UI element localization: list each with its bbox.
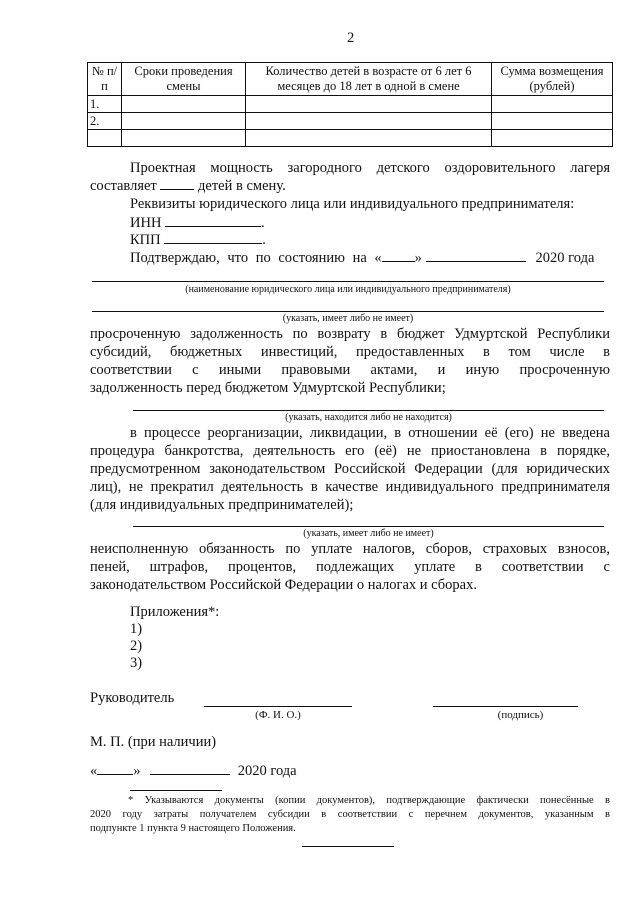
has-arrears-caption: (указать, имеет либо не имеет) <box>303 528 434 539</box>
entity-name-line <box>92 281 604 282</box>
table-header: Количество детей в возрасте от 6 лет 6 месяцев до 18 лет в одной в смене <box>246 63 492 96</box>
table-cell <box>246 96 492 113</box>
p2-line-1: в процессе реорганизации, ликвидации, в отношении её (его) не введена <box>130 425 610 441</box>
date-day-field <box>97 762 133 775</box>
confirm-text: Подтверждаю, что по состоянию на « <box>130 250 382 266</box>
p2-line-3: предусмотренном законодательством Российской Федерации (для юридических <box>90 461 610 477</box>
table-cell <box>246 130 492 147</box>
p3-line-3: законодательством Российской Федерации о налогах и сборах. <box>90 577 477 593</box>
date-open-quote: « <box>90 763 98 779</box>
attachment-item-2: 2) <box>130 638 143 654</box>
footnote-line-1: * Указываются документы (копии документов), подтверждающие фактически понесённые в <box>128 795 610 806</box>
entity-name-caption: (наименование юридического лица или индивидуального предпринимателя) <box>185 284 511 295</box>
confirm-quote: » <box>414 250 422 266</box>
p2-line-2: процедура банкротства, деятельность его (её) не приостановлена в порядке, <box>90 443 610 459</box>
kpp-row <box>130 231 266 249</box>
kpp-label: КПП <box>130 232 161 248</box>
bottom-separator <box>302 846 394 847</box>
confirm-month-field <box>426 249 526 262</box>
table-cell <box>246 113 492 130</box>
table-cell <box>492 113 613 130</box>
table-header: Сумма возмещения (рублей) <box>492 63 613 96</box>
fio-line <box>204 706 352 707</box>
attachment-item-1: 1) <box>130 621 143 637</box>
inn-row <box>130 214 265 232</box>
p3-line-2: пеней, штрафов, процентов, подлежащих уплате в соответствии с <box>90 559 610 575</box>
table-row <box>88 96 613 113</box>
table-header-row <box>88 63 613 96</box>
table-cell: 2. <box>88 113 122 130</box>
confirm-year: 2020 года <box>535 250 595 266</box>
capacity-text-b: детей в смену. <box>198 178 286 194</box>
table-cell <box>122 96 246 113</box>
signature-caption: (подпись) <box>497 709 544 721</box>
p3-line-1: неисполненную обязанность по уплате налогов, сборов, страховых взносов, <box>90 541 610 557</box>
attachment-item-3: 3) <box>130 655 143 671</box>
p1-line-4: задолженность перед бюджетом Удмуртской Республики; <box>90 380 446 396</box>
attachments-heading: Приложения*: <box>130 604 220 620</box>
inn-label: ИНН <box>130 215 162 231</box>
table-header: № п/п <box>88 63 122 96</box>
kpp-field <box>164 231 262 244</box>
inn-dot: . <box>261 215 265 231</box>
head-label: Руководитель <box>90 690 175 706</box>
p1-line-2: субсидий, бюджетных инвестиций, предоставленных в том числе в <box>90 344 610 360</box>
p1-line-3: соответствии с иными правовыми актами, и иную просроченную <box>90 362 610 378</box>
table-cell <box>492 96 613 113</box>
footnote-line-2: 2020 году затраты получателем субсидии в соответствии с перечнем документов, указанным в <box>90 809 610 820</box>
table-cell <box>122 130 246 147</box>
signature-date <box>90 762 297 780</box>
date-year: 2020 года <box>237 763 297 779</box>
date-close-quote: » <box>133 763 141 779</box>
confirm-day-field <box>382 249 415 262</box>
p2-line-5: (для индивидуальных предпринимателей); <box>90 497 354 513</box>
table-cell: 1. <box>88 96 122 113</box>
footnote-separator <box>130 790 222 791</box>
capacity-blank <box>160 177 194 190</box>
table-row <box>88 113 613 130</box>
table-cell <box>88 130 122 147</box>
signature-line <box>433 706 578 707</box>
p2-line-4: лиц), не прекратил деятельность в качестве индивидуального предпринимателя <box>90 479 610 495</box>
shifts-table <box>87 62 613 147</box>
page-number: 2 <box>347 30 355 46</box>
kpp-dot: . <box>262 232 266 248</box>
confirm-line <box>130 249 610 267</box>
date-month-field <box>150 762 230 775</box>
located-caption: (указать, находится либо не находится) <box>285 412 452 423</box>
located-line <box>133 410 604 411</box>
capacity-line-2 <box>90 177 286 195</box>
has-debt-caption: (указать, имеет либо не имеет) <box>282 313 414 324</box>
fio-caption: (Ф. И. О.) <box>255 709 301 721</box>
table-header: Сроки проведения смены <box>122 63 246 96</box>
p1-line-1: просроченную задолженность по возврату в бюджет Удмуртской Республики <box>90 326 610 342</box>
table-cell <box>122 113 246 130</box>
footnote-line-3: подпункте 1 пункта 9 настоящего Положения. <box>90 823 296 834</box>
capacity-text-a: составляет <box>90 178 157 194</box>
table-row <box>88 130 613 147</box>
inn-field <box>165 214 261 227</box>
stamp-label: М. П. (при наличии) <box>90 734 217 750</box>
capacity-line-1: Проектная мощность загородного детского оздоровительного лагеря <box>130 160 610 176</box>
has-arrears-line <box>133 526 604 527</box>
table-cell <box>492 130 613 147</box>
has-debt-line <box>92 311 604 312</box>
requisites-heading: Реквизиты юридического лица или индивидуального предпринимателя: <box>130 196 575 212</box>
